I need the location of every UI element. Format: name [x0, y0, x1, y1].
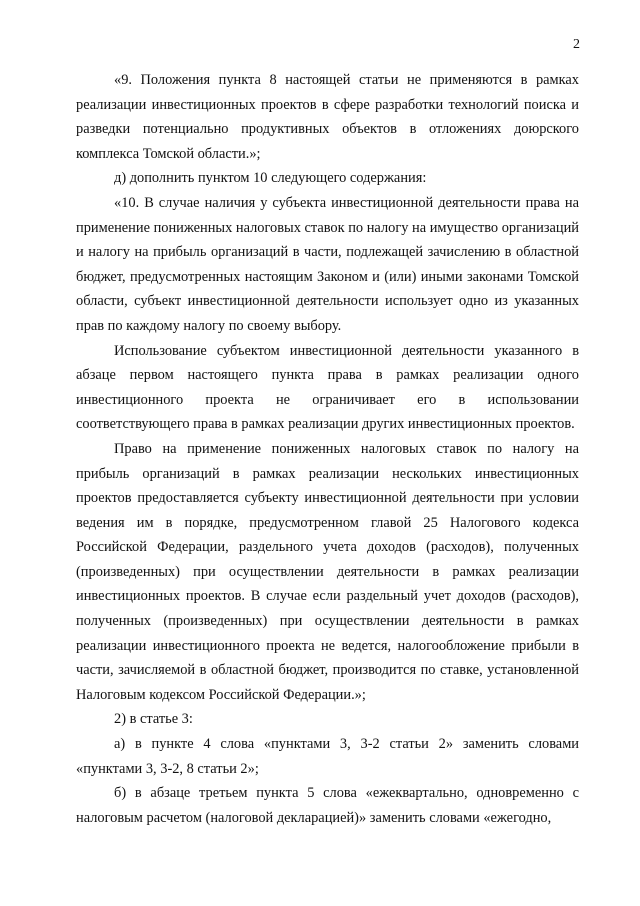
paragraph-amendment-b: б) в абзаце третьем пункта 5 слова «ежеквартально, одновременно с налоговым расчетом (налоговой декларацией)» заменить словами «ежегодно,: [76, 785, 579, 826]
page-number: 2: [573, 37, 580, 52]
paragraph-item-10: «10. В случае наличия у субъекта инвестиционной деятельности права на применение пониженных налоговых ставок по налогу на имущество организаций и налогу на прибыль организаций в части, подлежащей зачислению в областной бюджет, предусмотренных настоящим Законом и (или) иными законами Томской области, субъект инвестиционной деятельности использует одно из указанных прав по каждому налогу по своему выбору.: [76, 194, 579, 334]
document-body: [76, 68, 579, 830]
paragraph-usage-rights: Использование субъектом инвестиционной деятельности указанного в абзаце первом настоящего пункта права в рамках реализации одного инвестиционного проекта не ограничивает его в использовании соответствующего права в рамках реализации других инвестиционных проектов.: [76, 342, 579, 433]
paragraph-item-9: «9. Положения пункта 8 настоящей статьи не применяются в рамках реализации инвестиционных проектов в сфере разработки технологий поиска и разведки потенциально продуктивных объектов в отложениях доюрского комплекса Томской области.»;: [76, 72, 579, 162]
paragraph-reduced-rates: Право на применение пониженных налоговых ставок по налогу на прибыль организаций в рамках реализации нескольких инвестиционных проектов предоставляется субъекту инвестиционной деятельности при условии ведения им в порядке, предусмотренном главой 25 Налогового кодекса Российской Федерации, раздельного учета доходов (расходов), полученных (произведенных) при осуществлении деятельности в рамках реализации инвестиционных проектов. В случае если раздельный учет доходов (расходов), полученных (произведенных) при осуществлении деятельности в рамках реализации инвестиционного проекта не ведется, налогообложение прибыли в части, зачисляемой в областной бюджет, производится по ставке, установленной Налоговым кодексом Российской Федерации.»;: [76, 440, 579, 703]
paragraph-amendment-d: д) дополнить пунктом 10 следующего содержания:: [114, 170, 427, 187]
paragraph-article-3: 2) в статье 3:: [114, 711, 193, 728]
paragraph-amendment-a: а) в пункте 4 слова «пунктами 3, 3-2 статьи 2» заменить словами «пунктами 3, 3-2, 8 статьи 2»;: [76, 736, 579, 777]
